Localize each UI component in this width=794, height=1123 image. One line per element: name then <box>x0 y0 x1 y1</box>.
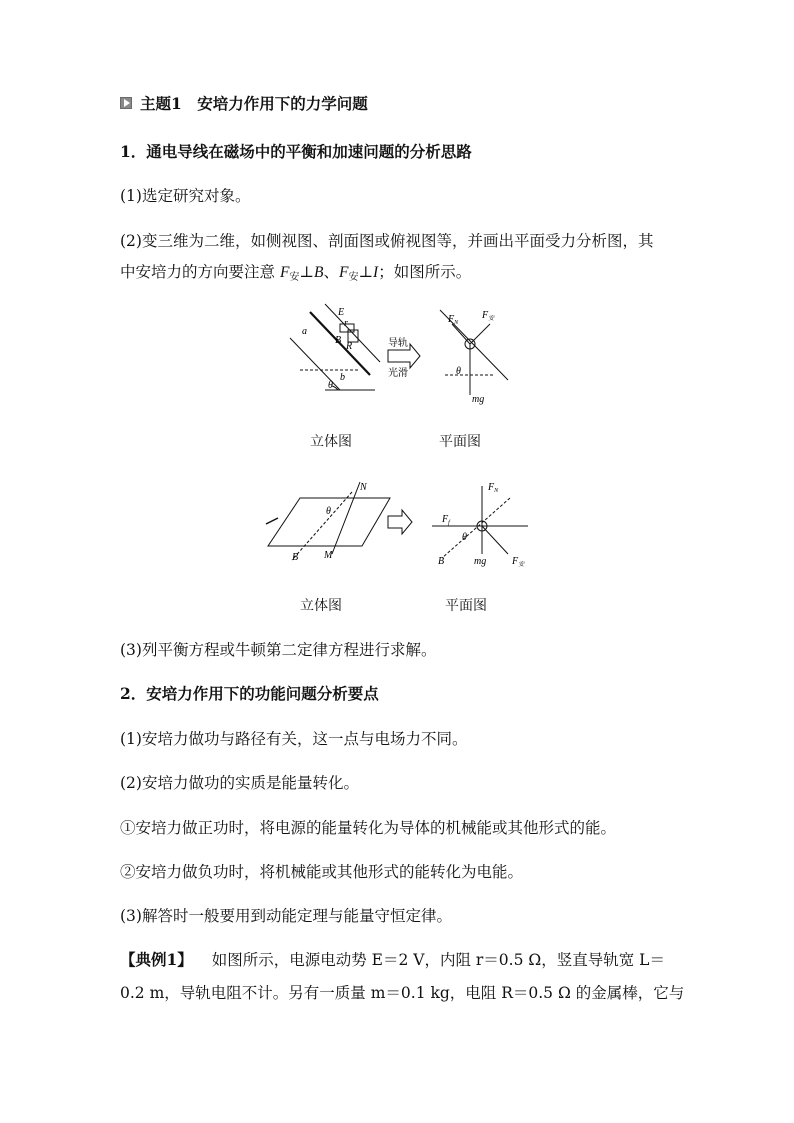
section1-step2-line1: (2)变三维为二维，如侧视图、剖面图或俯视图等，并画出平面受力分析图，其 <box>120 232 654 250</box>
section1-step3: (3)列平衡方程或牛顿第二定律方程进行求解。 <box>120 641 437 659</box>
section2-p5: (3)解答时一般要用到动能定理与能量守恒定律。 <box>120 907 452 925</box>
fig2-rod <box>332 482 360 554</box>
fig1-label-R: R <box>346 341 353 352</box>
fig1-label-FN: $F_N$ <box>448 314 459 326</box>
fig1-label-E: E <box>338 307 345 318</box>
section1-step2-line2 <box>120 262 471 288</box>
figure2-left-caption: 立体图 <box>300 598 342 614</box>
fig2-label-F: $F_f$ <box>442 514 450 526</box>
fig2-label-Fan-sub: 安 <box>518 562 525 568</box>
fig1-label-b: b <box>340 372 345 383</box>
figure1-left-caption: 立体图 <box>310 434 352 450</box>
math-F1: F <box>279 264 290 281</box>
math-comma: 、 <box>323 263 339 281</box>
fig2-battery <box>266 518 278 524</box>
fig2-label-theta2: θ <box>462 532 467 543</box>
figure1 <box>280 300 520 415</box>
math-an1: 安 <box>289 272 300 283</box>
example-line1 <box>120 950 665 970</box>
fig1-label-B: B <box>335 335 342 346</box>
example-text1: 如图所示，电源电动势 E＝2 V，内阻 r＝0.5 Ω，竖直导轨宽 L＝ <box>211 951 665 969</box>
example-line2: 0.2 m，导轨电阻不计。另有一质量 m＝0.1 kg，电阻 R＝0.5 Ω 的金属棒，它与 <box>120 984 685 1002</box>
fig1-label-r: r <box>344 318 348 329</box>
math-I: I <box>373 264 379 281</box>
fig1-rail-right <box>325 304 380 362</box>
section2-p1: (1)安培力做功与路径有关，这一点与电场力不同。 <box>120 730 468 748</box>
fig1-arrow-top: 导轨 <box>388 338 408 349</box>
math-an2: 安 <box>348 272 359 283</box>
fig1-label-mg: mg <box>472 394 485 405</box>
fig2-label-theta: θ <box>326 506 331 517</box>
fig2-label-B2: B <box>438 556 445 567</box>
fig1-label-theta2: θ <box>456 366 461 377</box>
fig1-label-a: a <box>302 326 307 337</box>
figure1-right-caption: 平面图 <box>439 434 481 450</box>
fig2-label-Fan: $F_安$ <box>512 556 525 568</box>
figure1-svg <box>280 300 520 415</box>
fig1-label-FN-sub: N <box>454 320 459 326</box>
step2-line2-post: ；如图所示。 <box>378 263 472 281</box>
math-F2: F <box>338 264 349 281</box>
figure2-svg <box>262 478 532 578</box>
section2-heading: 2．安培力作用下的功能问题分析要点 <box>120 684 379 703</box>
section2-p3: ①安培力做正功时，将电源的能量转化为导体的机械能或其他形式的能。 <box>120 819 617 837</box>
fig1-label-Fan-sub: 安 <box>488 316 495 322</box>
step2-line2-pre: 中安培力的方向要注意 <box>120 263 276 281</box>
fig1-arrow-bottom: 光滑 <box>388 368 408 379</box>
math-perp1: ⊥ <box>299 263 314 281</box>
example-tag: 【典例1】 <box>120 950 193 969</box>
fig1-Fan-arrow <box>470 324 490 344</box>
fig2-label-F-sub: f <box>448 520 450 526</box>
fig2-label-M: M <box>324 550 333 561</box>
section2-p4: ②安培力做负功时，将机械能或其他形式的能转化为电能。 <box>120 863 524 881</box>
fig1-FN-arrow <box>452 324 470 344</box>
fig2-transform-arrow-icon <box>388 510 412 534</box>
fig2-label-B: B <box>292 552 299 563</box>
fig2-plane-B-line <box>442 498 510 558</box>
fig2-Fan-arrow <box>482 526 508 554</box>
topic-marker-icon <box>120 97 132 109</box>
figure2 <box>262 478 532 578</box>
math-perp2: ⊥ <box>358 263 374 281</box>
section1-heading: 1．通电导线在磁场中的平衡和加速问题的分析思路 <box>120 142 472 161</box>
fig2-label-FN: $F_N$ <box>488 482 499 494</box>
math-B: B <box>314 264 324 281</box>
topic-title: 主题1 安培力作用下的力学问题 <box>140 94 368 113</box>
fig1-label-theta: θ <box>328 380 333 391</box>
fig2-label-mg: mg <box>474 556 487 567</box>
section2-p2: (2)安培力做功的实质是能量转化。 <box>120 774 359 792</box>
section1-step1: (1)选定研究对象。 <box>120 187 251 205</box>
fig1-label-Fan: $F_安$ <box>482 310 495 322</box>
figure2-right-caption: 平面图 <box>445 598 487 614</box>
fig2-label-N: N <box>360 482 367 493</box>
fig2-label-FN-sub: N <box>494 488 499 494</box>
